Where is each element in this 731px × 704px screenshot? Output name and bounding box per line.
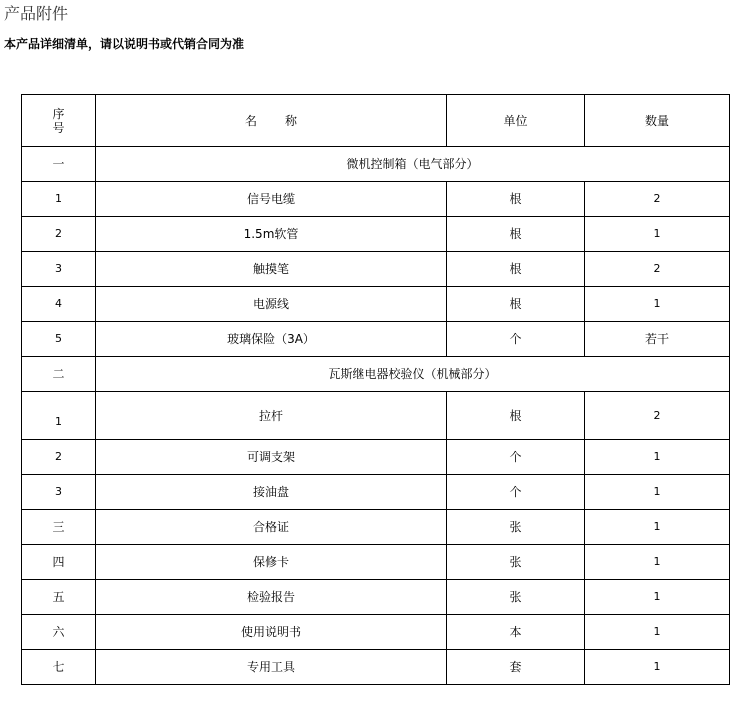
row-name: 电源线 xyxy=(96,287,447,322)
row-name: 信号电缆 xyxy=(96,182,447,217)
table-row xyxy=(22,440,730,475)
row-name: 触摸笔 xyxy=(96,252,447,287)
row-unit: 张 xyxy=(447,545,585,580)
table-row xyxy=(22,650,730,685)
row-unit: 个 xyxy=(447,475,585,510)
table-row xyxy=(22,182,730,217)
table-row xyxy=(22,217,730,252)
row-name: 接油盘 xyxy=(96,475,447,510)
page-subtitle: 本产品详细清单，请以说明书或代销合同为准 xyxy=(4,37,245,51)
row-seq: 2 xyxy=(22,217,96,252)
row-qty: 1 xyxy=(585,580,730,615)
row-seq: 5 xyxy=(22,322,96,357)
row-name: 使用说明书 xyxy=(96,615,447,650)
header-unit: 单位 xyxy=(447,95,585,147)
page-title: 产品附件 xyxy=(4,4,69,23)
row-seq: 七 xyxy=(22,650,96,685)
row-qty: 1 xyxy=(585,440,730,475)
row-seq: 3 xyxy=(22,475,96,510)
header-name-part2: 称 xyxy=(285,113,298,128)
row-name: 检验报告 xyxy=(96,580,447,615)
table-row xyxy=(22,322,730,357)
row-unit: 个 xyxy=(447,440,585,475)
row-qty: 1 xyxy=(585,650,730,685)
table-row xyxy=(22,545,730,580)
header-name xyxy=(96,95,447,147)
table-row xyxy=(22,475,730,510)
row-name: 保修卡 xyxy=(96,545,447,580)
row-qty: 1 xyxy=(585,217,730,252)
table-row xyxy=(22,510,730,545)
row-unit: 根 xyxy=(447,217,585,252)
header-seq-line2: 号 xyxy=(52,120,65,135)
row-seq: 1 xyxy=(22,182,96,217)
row-qty: 1 xyxy=(585,475,730,510)
row-seq: 1 xyxy=(22,392,96,440)
row-seq: 一 xyxy=(22,147,96,182)
row-unit: 套 xyxy=(447,650,585,685)
row-seq: 二 xyxy=(22,357,96,392)
accessory-table xyxy=(21,94,730,685)
row-unit: 张 xyxy=(447,510,585,545)
row-name: 专用工具 xyxy=(96,650,447,685)
header-seq xyxy=(22,95,96,147)
row-name: 可调支架 xyxy=(96,440,447,475)
row-unit: 个 xyxy=(447,322,585,357)
table-header-row xyxy=(22,95,730,147)
row-qty: 1 xyxy=(585,615,730,650)
row-seq: 3 xyxy=(22,252,96,287)
row-unit: 根 xyxy=(447,182,585,217)
row-qty: 1 xyxy=(585,510,730,545)
table-row xyxy=(22,580,730,615)
table-row xyxy=(22,287,730,322)
row-seq: 五 xyxy=(22,580,96,615)
row-unit: 根 xyxy=(447,392,585,440)
header-qty: 数量 xyxy=(585,95,730,147)
row-name: 玻璃保险（3A） xyxy=(96,322,447,357)
row-seq: 2 xyxy=(22,440,96,475)
row-qty: 2 xyxy=(585,182,730,217)
row-seq: 4 xyxy=(22,287,96,322)
row-qty: 若干 xyxy=(585,322,730,357)
row-seq: 四 xyxy=(22,545,96,580)
row-unit: 根 xyxy=(447,252,585,287)
row-unit: 张 xyxy=(447,580,585,615)
table-row xyxy=(22,252,730,287)
row-name: 合格证 xyxy=(96,510,447,545)
row-unit: 根 xyxy=(447,287,585,322)
section-title: 微机控制箱（电气部分） xyxy=(96,147,730,182)
table-row xyxy=(22,615,730,650)
section-row xyxy=(22,147,730,182)
row-qty: 1 xyxy=(585,287,730,322)
row-qty: 2 xyxy=(585,252,730,287)
row-unit: 本 xyxy=(447,615,585,650)
table-row xyxy=(22,392,730,440)
section-title: 瓦斯继电器校验仪（机械部分） xyxy=(96,357,730,392)
row-name: 1.5m软管 xyxy=(96,217,447,252)
row-qty: 1 xyxy=(585,545,730,580)
row-qty: 2 xyxy=(585,392,730,440)
header-name-part1: 名 xyxy=(244,113,257,128)
section-row xyxy=(22,357,730,392)
row-name: 拉杆 xyxy=(96,392,447,440)
row-seq: 三 xyxy=(22,510,96,545)
row-seq: 六 xyxy=(22,615,96,650)
header-seq-line1: 序 xyxy=(52,106,65,121)
